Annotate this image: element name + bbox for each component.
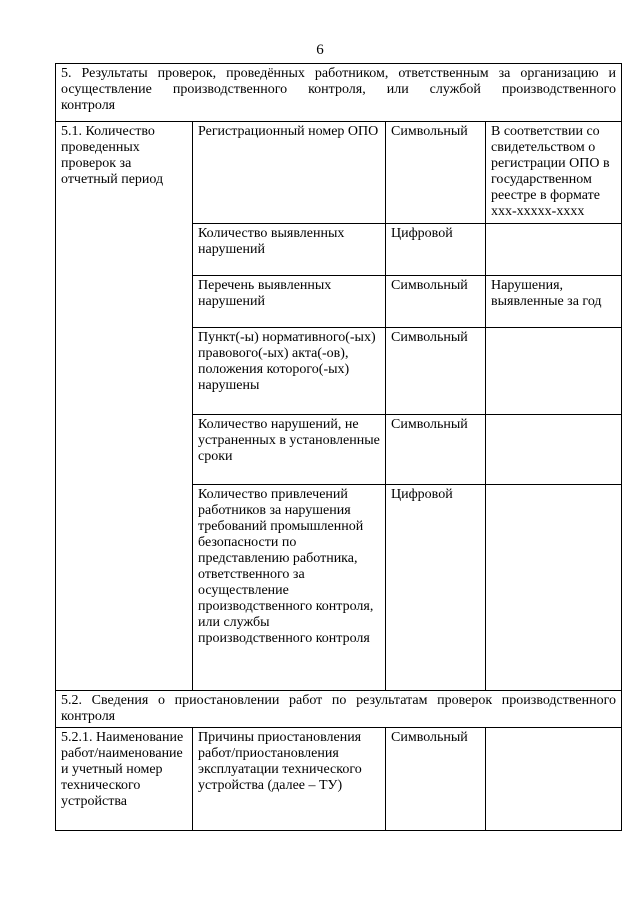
- field-type: Символьный: [386, 328, 486, 415]
- field-note: [486, 728, 622, 831]
- section-5-heading-row: [56, 64, 622, 122]
- section-5-2-heading: 5.2. Сведения о приостановлении работ по результатам проверок производственного контроля: [56, 691, 622, 728]
- report-table: [55, 63, 622, 831]
- table-row: [56, 728, 622, 831]
- field-name: Пункт(-ы) нормативного(-ых) правового(-ых) акта(-ов), положения которого(-ых) нарушены: [193, 328, 386, 415]
- field-note: [486, 415, 622, 485]
- field-note: В соответствии со свидетельством о регистрации ОПО в государственном реестре в формате ххх-ххххх-хххх: [486, 122, 622, 224]
- table-row: [56, 122, 622, 224]
- field-note: [486, 224, 622, 276]
- field-name: Количество привлечений работников за нарушения требований промышленной безопасности по представлению работника, ответственного за осуществление производственного контроля, или службы производственного контроля: [193, 485, 386, 691]
- field-note: [486, 328, 622, 415]
- page-number: 6: [316, 42, 324, 58]
- field-type: Символьный: [386, 415, 486, 485]
- field-name: Количество выявленных нарушений: [193, 224, 386, 276]
- section-5-1-label: 5.1. Количество проведенных проверок за отчетный период: [56, 122, 193, 691]
- field-note: [486, 485, 622, 691]
- field-type: Символьный: [386, 728, 486, 831]
- field-name: Регистрационный номер ОПО: [193, 122, 386, 224]
- field-type: Цифровой: [386, 485, 486, 691]
- field-type: Цифровой: [386, 224, 486, 276]
- field-name: Количество нарушений, не устраненных в установленные сроки: [193, 415, 386, 485]
- section-5-2-1-label: 5.2.1. Наименование работ/наименование и учетный номер технического устройства: [56, 728, 193, 831]
- field-name: Перечень выявленных нарушений: [193, 276, 386, 328]
- field-name: Причины приостановления работ/приостановления эксплуатации технического устройства (далее – ТУ): [193, 728, 386, 831]
- field-note: Нарушения, выявленные за год: [486, 276, 622, 328]
- section-5-heading: 5. Результаты проверок, проведённых работником, ответственным за организацию и осуществление производственного контроля, или службой производственного контроля: [56, 64, 622, 122]
- field-type: Символьный: [386, 122, 486, 224]
- field-type: Символьный: [386, 276, 486, 328]
- section-5-2-heading-row: [56, 691, 622, 728]
